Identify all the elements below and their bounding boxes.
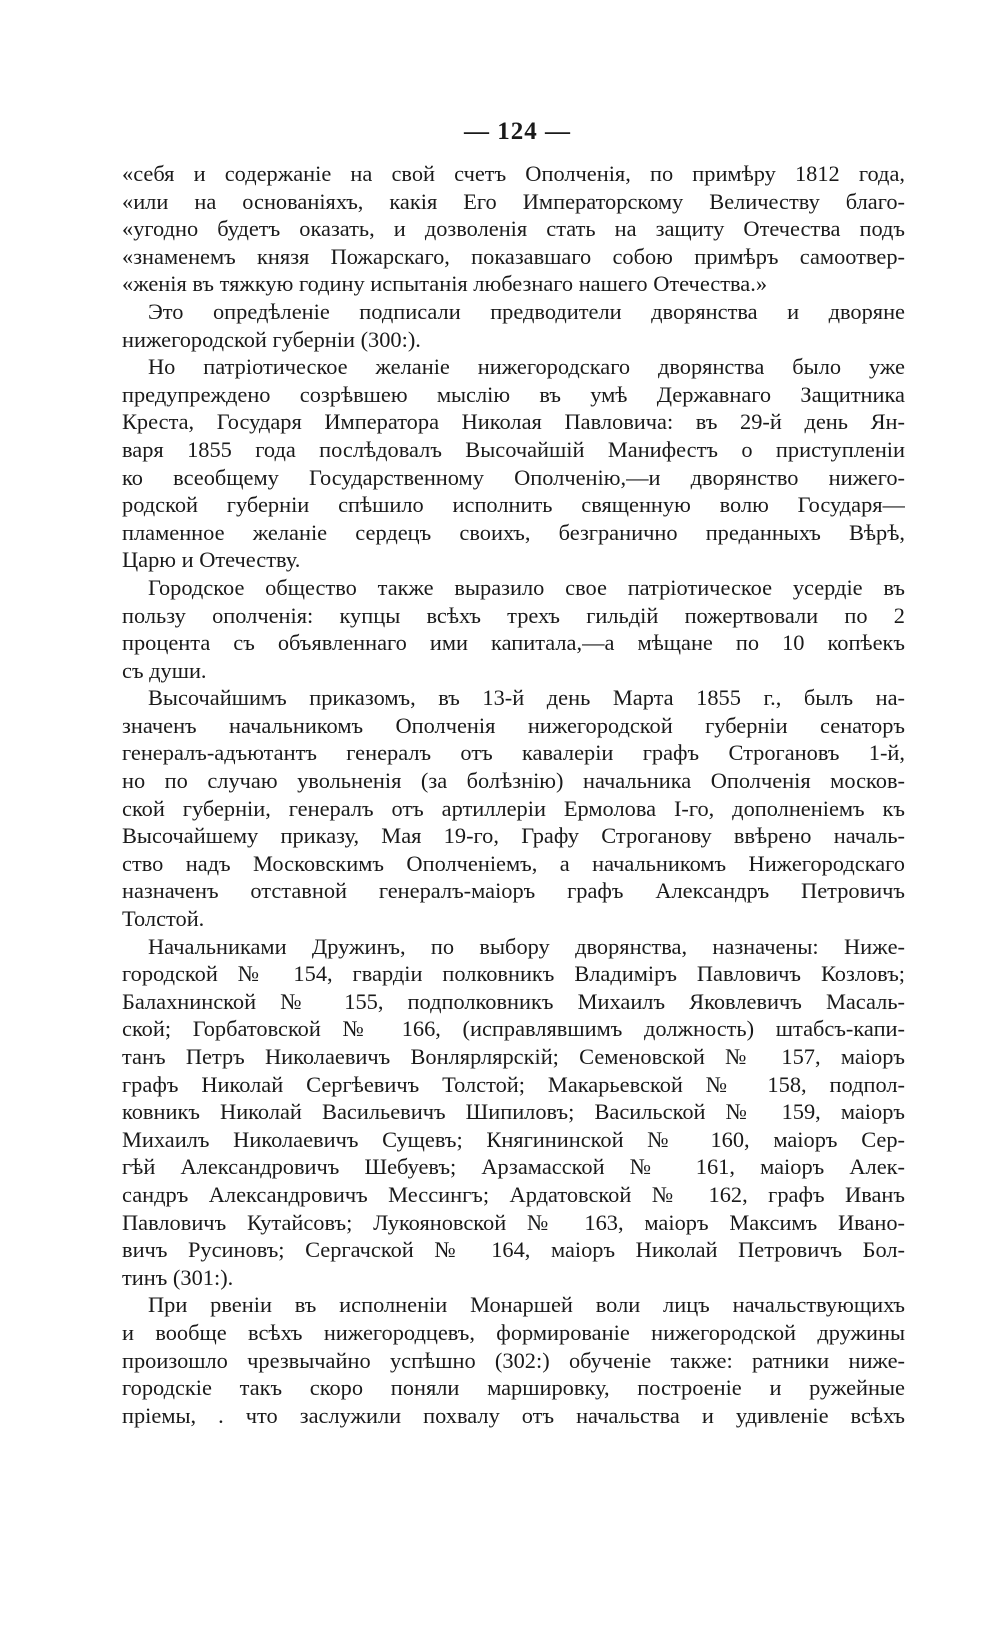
paragraph-command-appointment [122,684,905,932]
text-line: Толстой. [122,906,205,932]
paragraph-city-society [122,574,905,684]
text-line: Креста, Государя Императора Николая Павловича: въ 29-й день Ян- [122,409,905,435]
text-line: назначенъ отставной генералъ-маіоръ графъ Александръ Петровичъ [122,878,905,904]
text-line: ской; Горбатовской № 166, (исправлявшимъ должность) штабсъ-капи- [122,1016,905,1042]
text-line: Высочайшимъ приказомъ, въ 13-й день Марта 1855 г., былъ на- [148,685,905,711]
text-line: «себя и содержаніе на свой счетъ Ополченія, по примѣру 1812 года, [122,161,905,186]
text-line: «угодно будетъ оказать, и дозволенія стать на защиту Отечества подъ [122,216,905,242]
paragraph-druzhina-commanders [122,933,905,1292]
text-line: Начальниками Дружинъ, по выбору дворянства, назначены: Нижe- [148,933,905,959]
text-line: варя 1855 года послѣдовалъ Высочайшій Манифестъ о приступленіи [122,436,905,462]
text-line: гѣй Александровичъ Шебуевъ; Арзамасской № 161, маіоръ Алек- [122,1154,905,1180]
text-line: родской губерніи спѣшило исполнить священную волю Государя— [122,492,905,518]
text-line: Павловичъ Кутайсовъ; Лукояновской № 163, маіоръ Максимъ Ивано- [122,1209,905,1235]
text-line: пламенное желаніе сердецъ своихъ, безгранично преданныхъ Вѣрѣ, [122,519,905,545]
text-line: генералъ-адъютантъ генералъ отъ кавалеріи графъ Строгановъ 1-й, [122,740,905,766]
paragraph-formation [122,1291,905,1429]
text-line: значенъ начальникомъ Ополченія нижегородской губерніи сенаторъ [122,712,905,738]
text-line: съ души. [122,657,207,683]
text-line: пользу ополченія: купцы всѣхъ трехъ гильдій пожертвовали по 2 [122,602,905,628]
text-line: Царю и Отечеству. [122,547,301,573]
text-line: ство надъ Московскимъ Ополченіемъ, а начальникомъ Нижегородскаго [122,850,905,876]
text-line: но по случаю увольненія (за болѣзнію) начальника Ополченія москов- [122,768,905,794]
text-line: танъ Петръ Николаевичъ Вонлярлярскій; Семеновской № 157, маіоръ [122,1044,905,1069]
text-line: Городское общество также выразило свое патріотическое усердіе въ [148,574,905,600]
text-line: городскіе такъ скоро поняли маршировку, построеніе и ружейные [122,1375,905,1401]
page-number: — 124 — [464,118,571,145]
text-line: ко всеобщему Государственному Ополченію,—и дворянство нижего- [122,464,905,490]
paragraph-quote-continuation [122,160,905,298]
text-line: произошло чрезвычайно успѣшно (302:) обученіе также: ратники ниже- [122,1347,905,1373]
text-line: «или на основаніяхъ, какія Его Императорскому Величеству благо- [122,188,905,214]
text-line: При рвеніи въ исполненіи Монаршей воли лицъ начальствующихъ [148,1292,905,1318]
text-line: сандръ Александровичъ Мессингъ; Ардатовской № 162, графъ Иванъ [122,1181,905,1207]
text-line: «женія въ тяжкую годину испытанія любезнаго нашего Отечества.» [122,271,768,297]
page-text-body [122,160,905,1429]
text-line: Балахнинской № 155, подполковникъ Михаилъ Яковлевичъ Масаль- [122,988,905,1014]
text-line: предупреждено созрѣвшею мыслію въ умѣ Державнаго Защитника [122,381,905,407]
text-line: ской губерніи, генералъ отъ артиллеріи Ермолова I-го, дополненіемъ къ [122,795,905,821]
text-line: графъ Николай Сергѣевичъ Толстой; Макарьевской № 158, подпол- [122,1071,905,1097]
text-line: «знаменемъ князя Пожарскаго, показавшаго собою примѣръ самоотвер- [122,243,905,269]
paragraph-signatories [122,298,905,353]
text-line: пріемы, . что заслужили похвалу отъ начальства и удивленіе всѣхъ [122,1402,905,1428]
paragraph-manifesto [122,353,905,574]
text-line: вичъ Русиновъ; Сергачской № 164, маіоръ Николай Петровичъ Бол- [122,1237,905,1263]
text-line: и вообще всѣхъ нижегородцевъ, формированіе нижегородской дружины [122,1319,905,1345]
text-line: ковникъ Николай Васильевичъ Шипиловъ; Васильской № 159, маіоръ [122,1099,905,1125]
text-line: нижегородской губерніи (300:). [122,326,421,352]
text-line: процента съ объявленнаго ими капитала,—а мѣщане по 10 копѣекъ [122,630,905,656]
text-line: Но патріотическое желаніе нижегородскаго дворянства было уже [148,354,905,380]
text-line: городской № 154, гвардіи полковникъ Владиміръ Павловичъ Козловъ; [122,961,905,987]
book-page [122,118,905,1429]
text-line: Высочайшему приказу, Мая 19-го, Графу Строганову ввѣрено началь- [122,823,905,849]
text-line: Это опредѣленіе подписали предводители дворянства и дворяне [148,298,905,324]
text-line: тинъ (301:). [122,1264,234,1290]
text-line: Михаилъ Николаевичъ Сущевъ; Княгининской № 160, маіоръ Сер- [122,1126,905,1152]
